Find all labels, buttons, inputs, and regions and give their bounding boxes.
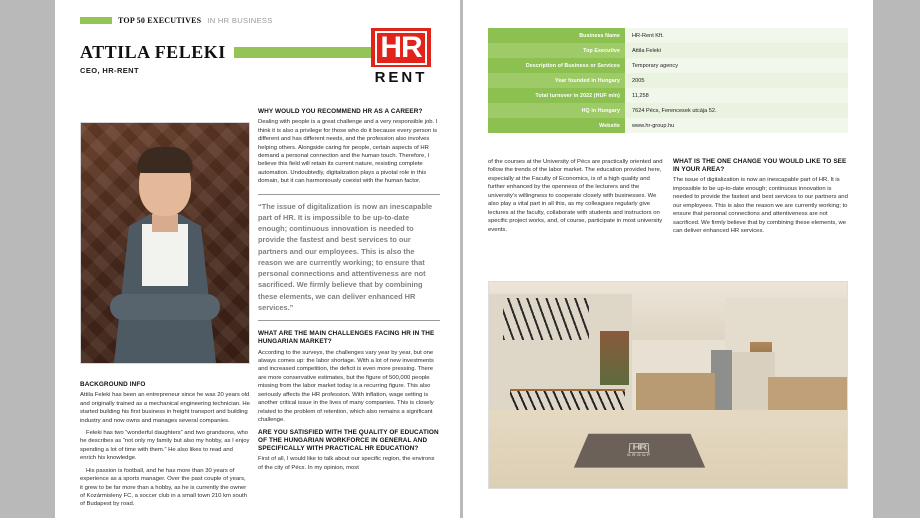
table-value-cell: Attila Feleki bbox=[625, 43, 848, 58]
table-value-cell: 7624 Pécs, Ferencesek utcája 52. bbox=[625, 103, 848, 118]
kicker-light-text: IN HR BUSINESS bbox=[207, 16, 273, 25]
photo-reception-counter bbox=[636, 373, 715, 414]
table-row bbox=[488, 73, 848, 88]
kicker-strong-text: TOP 50 EXECUTIVES bbox=[118, 16, 202, 25]
table-row bbox=[488, 118, 848, 133]
question-heading-3: ARE YOU SATISFIED WITH THE QUALITY OF EDUCATION OF THE HUNGARIAN WORKFORCE IN GENERAL AND SPECIFICALLY WITH PRACTICAL HR EDUCATION? bbox=[258, 428, 439, 452]
photo-floor-mat bbox=[574, 434, 705, 468]
question-heading-2: WHAT ARE THE MAIN CHALLENGES FACING HR IN THE HUNGARIAN MARKET? bbox=[258, 330, 435, 346]
table-label-cell: Total turnover in 2022 (HUF mln) bbox=[488, 88, 625, 103]
portrait-hair bbox=[137, 147, 193, 173]
floor-mat-logo bbox=[627, 441, 652, 457]
answer-body-3: First of all, I would like to talk about our specific region, the environs of the city of Pécs. In my opinion, most bbox=[258, 456, 435, 471]
logo-hr-mark: HR bbox=[375, 31, 426, 65]
table-value-cell: 11,258 bbox=[625, 88, 848, 103]
background-info-block bbox=[80, 381, 250, 513]
article-column-three bbox=[488, 158, 663, 238]
mat-hr-mark: HR bbox=[629, 443, 649, 453]
left-page bbox=[55, 0, 460, 518]
answer-body-continuation: of the courses at the University of Pécs are practically oriented and follow the trends of the labor market. The education provided here, especially at the Faculty of Economics, is of a high quality and further enhanced by the openness of the lecturers and the university’s willingness to cooperate closely with businesses. We also play a vital part in all this, as my colleagues regularly give lectures at the faculty, collaborate with students and instructors on specific project works, and, of course, participate in most university events. bbox=[488, 159, 663, 233]
background-info-heading: BACKGROUND INFO bbox=[80, 381, 146, 388]
logo-red-box bbox=[371, 28, 430, 67]
table-label-cell: Year founded in Hungary bbox=[488, 73, 625, 88]
executive-subtitle: CEO, HR-RENT bbox=[80, 66, 139, 75]
question-heading-1: WHY WOULD YOU RECOMMEND HR AS A CAREER? bbox=[258, 108, 423, 115]
table-value-cell: Temporary agency bbox=[625, 58, 848, 73]
photo-wall-art-left bbox=[600, 331, 629, 385]
background-info-paragraph: His passion is football, and he has more than 30 years of experience as a sports manager. Over the past couple of years, it grew to be far more than a hobby, as he is currently the owner of Kozármisleny FC, a soccer club in a small town 210 km south of Budapest by road. bbox=[80, 467, 247, 508]
table-row bbox=[488, 88, 848, 103]
table-value-cell[interactable]: www.hr-group.hu bbox=[625, 118, 848, 133]
table-label-cell: Description of Business or Services bbox=[488, 58, 625, 73]
background-info-paragraph: Feleki has two “wonderful daughters” and two grandsons, who he describes as “not only my family but also my hobby, as I enjoy spending a lot of time with them.” He also likes to read and enrich his knowledge. bbox=[80, 429, 250, 462]
company-info-table-body bbox=[488, 28, 848, 133]
photo-upper-railing bbox=[503, 298, 589, 339]
table-row bbox=[488, 28, 848, 43]
executive-portrait-photo bbox=[80, 122, 250, 364]
section-kicker bbox=[80, 16, 273, 25]
question-heading-4: WHAT IS THE ONE CHANGE YOU WOULD LIKE TO SEE IN YOUR AREA? bbox=[673, 158, 847, 174]
right-page bbox=[463, 0, 873, 518]
office-interior-photo bbox=[488, 281, 848, 489]
article-column-four bbox=[673, 158, 848, 239]
table-label-cell: Business Name bbox=[488, 28, 625, 43]
portrait-neck bbox=[152, 214, 178, 232]
table-row bbox=[488, 58, 848, 73]
mat-group-word: GROUP bbox=[626, 452, 652, 457]
company-info-table bbox=[488, 28, 848, 133]
table-label-cell: Website bbox=[488, 118, 625, 133]
article-column-two bbox=[258, 108, 440, 476]
answer-body-2: According to the surveys, the challenges vary year by year, but one always comes up: the labor shortage. With a lot of new investments and increased competition, the deficit is even more pressing. There are more conservative estimates, but the figure of 500,000 people missing from the labor market today is a recurring figure. This also seriously affects the HR profession. With inflation, wage setting is another critical issue in the lives of many companies. This is closely related to the problem of retention, which also remains a significant challenge. bbox=[258, 349, 434, 424]
portrait-crossed-arms bbox=[110, 294, 220, 320]
background-info-paragraph: Attila Feleki has been an entrepreneur since he was 20 years old and originally trained as a mechanical engineering technician. He started building his first business in freight transport and building industry and now owns and manages several companies. bbox=[80, 392, 250, 424]
table-value-cell: 2005 bbox=[625, 73, 848, 88]
answer-body-1: Dealing with people is a great challenge and a very responsible job. I think it is also a privilege for those who do it because every person is different and has different needs, and the profession also involves helping others. Alongside caring for people, certain aspects of HR demand a personal connection and the human touch. Therefore, I believe this field will retain its current nature, resisting complete automation. Undoubtedly, digitalization plays a pivotal role in this domain, but it can harmoniously coexist with the human factor. bbox=[258, 119, 438, 185]
answer-body-4: The issue of digitalization is now an inescapable part of HR. It is impossible to be up-to-date enough; continuous innovation is needed to provide the fastest and best services to our partners and our employees. This is also the reason we are currently working; to ensure that personal connections and attentiveness are not sacrificed. We firmly believe that by combining these elements, we can deliver enhanced HR services. bbox=[673, 177, 848, 234]
table-value-cell: HR-Rent Kft. bbox=[625, 28, 848, 43]
executive-name-row bbox=[80, 42, 398, 63]
portrait-shirt bbox=[142, 224, 188, 286]
kicker-green-bar bbox=[80, 17, 112, 24]
table-row bbox=[488, 43, 848, 58]
table-row bbox=[488, 103, 848, 118]
table-label-cell: Top Executive bbox=[488, 43, 625, 58]
hr-rent-logo bbox=[368, 28, 434, 86]
table-label-cell: HQ in Hungary bbox=[488, 103, 625, 118]
page-title: ATTILA FELEKI bbox=[80, 42, 226, 62]
pull-quote bbox=[258, 194, 440, 322]
logo-rent-wordmark: RENT bbox=[374, 69, 428, 86]
pull-quote-text: “The issue of digitalization is now an inescapable part of HR. It is impossible to be up-to-date enough; continuous innovation is needed to provide the fastest and best services to our partners and our employees. This is also the reason we are currently working; to ensure that personal connections and attentiveness are not sacrificed. We firmly believe that by combining these elements, we can deliver enhanced HR services.” bbox=[258, 201, 433, 312]
